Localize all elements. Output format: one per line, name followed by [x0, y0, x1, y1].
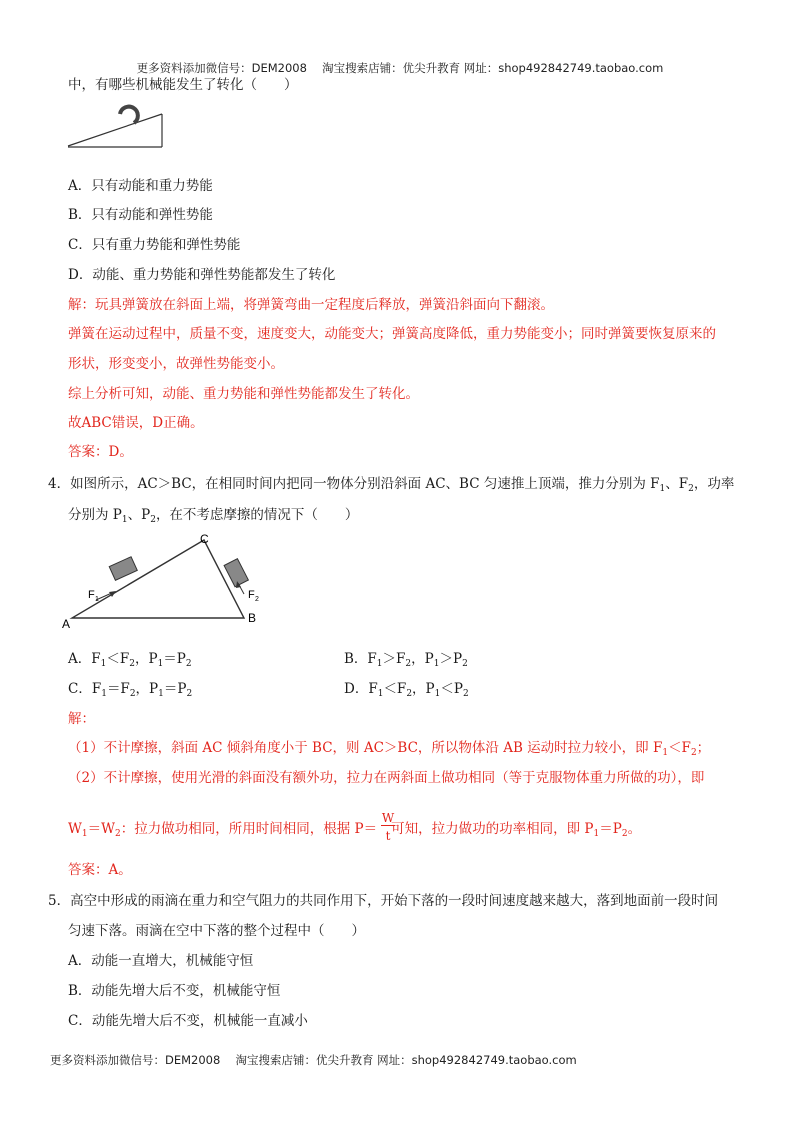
q5-option-a: A．动能一直增大，机械能守恒	[68, 953, 254, 969]
q4-option-b: B．$F_1>F_2$，$P_1>P_2$	[344, 651, 468, 669]
q3-spring-slope-figure	[64, 100, 174, 152]
q3-solution-line-1: 解：玩具弹簧放在斜面上端，将弹簧弯曲一定程度后释放，弹簧沿斜面向下翻滚。	[68, 297, 554, 313]
force-f1-label: F	[88, 589, 95, 601]
vertex-b-label: B	[248, 611, 257, 625]
q3-solution-line-5: 故ABC错误，D正确。	[68, 415, 204, 431]
q4-stem-line-1: 4．如图所示，AC＞BC，在相同时间内把同一物体分别沿斜面 AC、BC 匀速推上顶端，推力分别为 $F_1$、$F_2$，功率	[48, 476, 735, 494]
force-f2-sub: 2	[255, 596, 259, 603]
force-f1-sub: 1	[95, 596, 99, 603]
q3-answer: 答案：D。	[68, 444, 133, 460]
fraction-numerator: W	[381, 811, 395, 825]
q4-solution-line-2: （2）不计摩擦，使用光滑的斜面没有额外功，拉力在两斜面上做功相同（等于克服物体重力所做的功），即	[68, 770, 705, 786]
vertex-a-label: A	[62, 617, 71, 630]
q3-stem-tail: 中，有哪些机械能发生了转化（ ）	[68, 77, 298, 93]
q4-solution-label: 解：	[68, 711, 95, 727]
q4-option-d: D．$F_1<F_2$，$P_1<P_2$	[344, 681, 469, 699]
q3-option-a: A．只有动能和重力势能	[68, 178, 213, 194]
page-footer: 更多资料添加微信号：DEM2008 淘宝搜索店铺：优尖升教育 网址：shop492842749.taobao.com	[50, 1053, 577, 1067]
q3-option-c: C．只有重力势能和弹性势能	[68, 237, 241, 253]
q5-stem-line-1: 5．高空中形成的雨滴在重力和空气阻力的共同作用下，开始下落的一段时间速度越来越大，落到地面前一段时间	[48, 893, 719, 909]
q3-solution-line-3: 形状，形变变小，故弹性势能变小。	[68, 356, 284, 372]
vertex-c-label: C	[200, 532, 209, 546]
page-header: 更多资料添加微信号：DEM2008 淘宝搜索店铺：优尖升教育 网址：shop492842749.taobao.com	[136, 61, 664, 75]
q5-stem-line-2: 匀速下落。雨滴在空中下落的整个过程中（ ）	[68, 923, 365, 939]
q3-solution-line-4: 综上分析可知，动能、重力势能和弹性势能都发生了转化。	[68, 386, 419, 402]
q3-solution-line-2: 弹簧在运动过程中，质量不变，速度变大，动能变大；弹簧高度降低，重力势能变小；同时弹簧要恢复原来的	[68, 326, 716, 342]
force-f2-label: F	[248, 589, 255, 601]
q4-solution-line-3: $W_1=W_2$：拉力做功相同，所用时间相同，根据 P＝ 可知，拉力做功的功率相同，即 $P_1=P_2$。	[68, 821, 642, 839]
q3-option-b: B．只有动能和弹性势能	[68, 207, 213, 223]
q4-stem-line-2: 分别为 $P_1$、$P_2$，在不考虑摩擦的情况下（ ）	[68, 507, 359, 525]
q4-number: 4．	[48, 476, 71, 492]
q4-solution-line-1: （1）不计摩擦，斜面 AC 倾斜角度小于 BC，则 AC＞BC，所以物体沿 AB 运动时拉力较小，即 $F_1<F_2$；	[68, 740, 711, 758]
fraction-denominator: t	[385, 829, 391, 843]
q4-option-c: C．$F_1=F_2$，$P_1=P_2$	[68, 681, 193, 699]
q4-incline-figure	[62, 530, 272, 630]
q4-answer: 答案：A。	[68, 862, 132, 878]
q5-option-c: C．动能先增大后不变，机械能一直减小	[68, 1013, 308, 1029]
q4-option-a: A．$F_1<F_2$，$P_1=P_2$	[68, 651, 192, 669]
q5-option-b: B．动能先增大后不变，机械能守恒	[68, 983, 281, 999]
q3-option-d: D．动能、重力势能和弹性势能都发生了转化	[68, 267, 336, 283]
